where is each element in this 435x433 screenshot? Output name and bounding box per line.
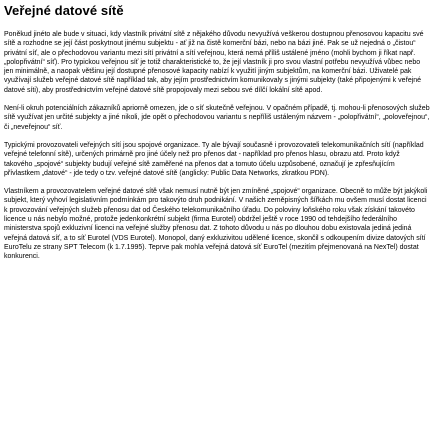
page-title: Veřejné datové sítě	[4, 3, 124, 18]
paragraph: Poněkud jinéto ale bude v situaci, kdy vlastník privátní sítě z nějakého důvodu nevyužívá veškerou dostupnou přenosovou kapacitu své sítě a rozhodne se její část poskytnout jinému subjektu - ať již na čistě komerční bázi, nebo na bázi jiné. Pak se už nejedná o „čistou“ privátní síť, ale o přechodovou variantu mezi sítí privátní a sítí veřejnou, která nemá příliš ustálené jméno (mohli bychom ji říkat např. „polopřivátní“ síť). Pro typickou veřejnou síť je totiž charakteristické to, že její vlastník ji pro svou vlastní potřebu nevyužívá vůbec nebo jen minimálně, a naopak většinu její dostupné přenosové kapacity nabízí k využití jiným subjektům, na komerční bázi. Uživatelé pak využívají služeb veřejné datové sítě například tak, aby jejím prostřednictvím komunikovaly s jinými subjekty (také připojenými k veřejné datové síti), aby prostřednictvím veřejné datové sítě propojovaly mezi sebou své dílčí lokální sítě apod.	[4, 31, 424, 94]
paragraph: Vlastníkem a provozovatelem veřejné datové sítě však nemusí nutně být jen zmíněné „spojové“ organizace. Obecně to může být jakýkoli subjekt, který vyhoví legislativním podmínkám pro takovýto druh podnikání. V našich zeměpisných šířkách mu ovšem musí dostat licenci k provozování veřejných služeb přenosu dat od Českého telekomunikačního úřadu. Do poloviny loňského roku však získání takovéto licence u nás nebylo možné, protože jedenkonkrétní subjekt (firma Eurotel) obdržel ještě v roce 1990 od tehdejšího federálního ministerstva spojů exkluzivní licenci na veřejné služby přenosu dat. Z tohoto důvodu u nás po dlouhou dobu existovala jediná jediná veřejná datová síť, a to síť Eurotel (VDS Eurotel). Monopol, daný exkluzivitou udělené licence, skončil s odkoupením divize datových sítí EuroTelu ze strany SPT Telecom (k 1.7.1995). Teprve pak mohla veřejná datová síť EuroTel (mezitím přejmenovaná na NexTel) dostat konkurenci.	[4, 188, 428, 261]
paragraph: Typickými provozovateli veřejných sítí jsou spojové organizace. Ty ale bývají současně i provozovateli telekomunikačních sítí (například veřejné telefonní sítě), určených primárně pro jiné účely než pro přenos dat - například pro přenos hlasu, obrazu atd. Proto když takového „spojové“ subjekty budují veřejné sítě zaměřené na přenos dat a tomuto účelu uzpůsobené, označují je zpřesňujícím přívlastkem „datové“ - jde tedy o tzv. veřejné datové sítě (anglicky: Public Data Networks, zkratkou PDN).	[4, 141, 424, 177]
paragraph: Není-li okruh potenciálních zákazníků apriorně omezen, jde o síť skutečně veřejnou. V opačném případě, tj. mohou-li přenosových služeb sítě využívat jen určité subjekty a jiné nikoli, jde opět o přechodovou variantu s nepříliš ustáleným názvem - „polopřivátní“, „poloveřejnou“, či „neveřejnou“ síť.	[4, 105, 430, 131]
